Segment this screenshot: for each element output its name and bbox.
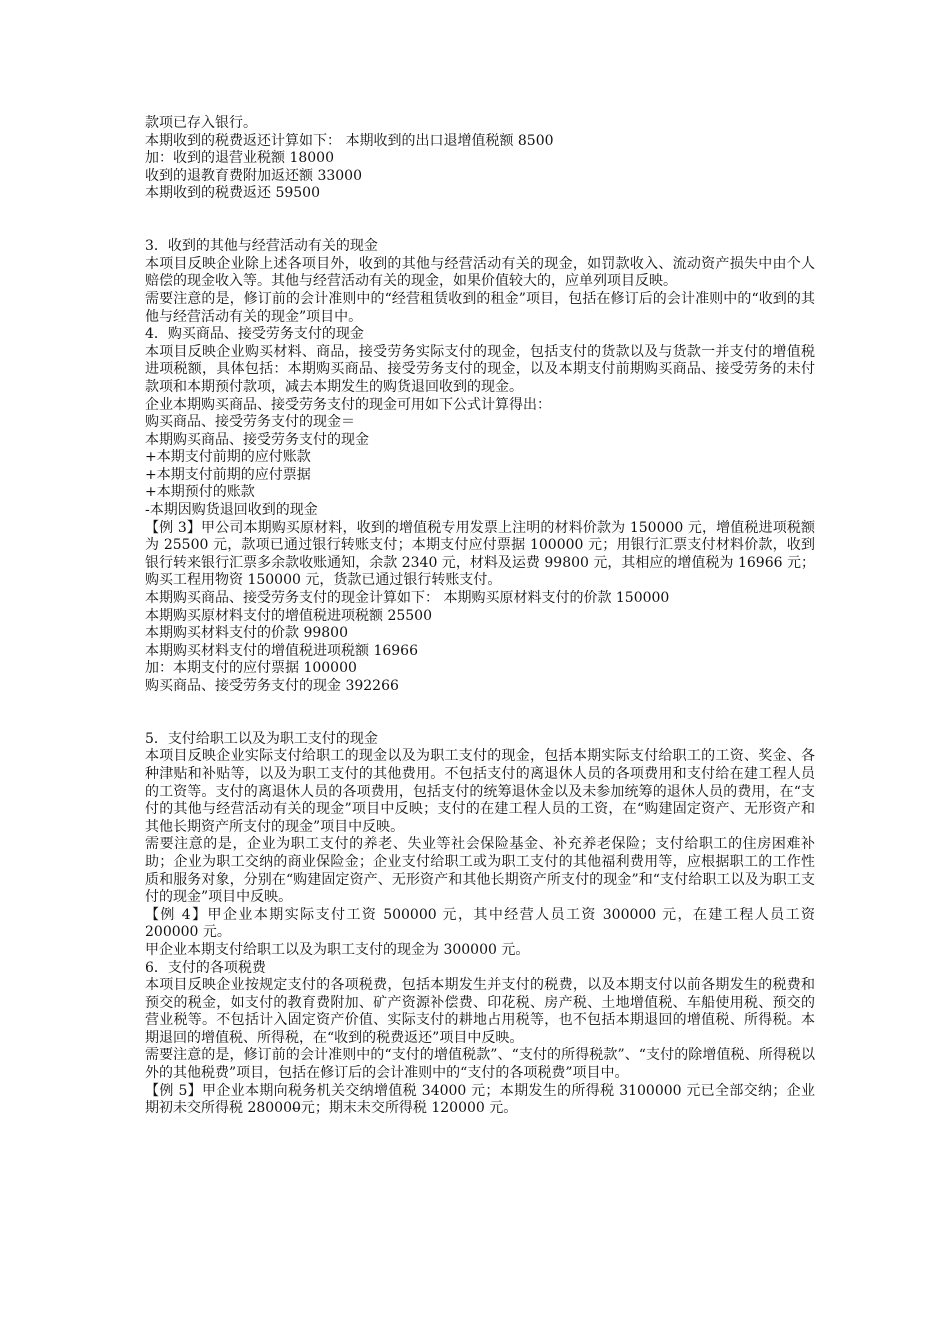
- formula-line: +本期支付前期的应付票据: [145, 466, 311, 483]
- section-4-formula-intro: 企业本期购买商品、接受劳务支付的现金可用如下公式计算得出：: [145, 396, 551, 413]
- section-6-heading: 6．支付的各项税费: [145, 959, 266, 976]
- formula-line: +本期支付前期的应付账款: [145, 449, 311, 466]
- spacer: [145, 696, 815, 731]
- formula-line: +本期预付的账款: [145, 484, 255, 501]
- section-3-heading: 3．收到的其他与经营活动有关的现金: [145, 238, 378, 255]
- section-3-paragraph-1: 本项目反映企业除上述各项目外，收到的其他与经营活动有关的现金，如罚款收入、流动资产损失中由个人赔偿的现金收入等。其他与经营活动有关的现金，如果价值较大的，应单列项目反映。: [145, 255, 815, 290]
- calc-line: 本期购买材料支付的增值税进项税额 16966: [145, 642, 418, 659]
- section-5-heading: 5．支付给职工以及为职工支付的现金: [145, 730, 378, 747]
- document-page: [145, 115, 815, 1118]
- formula-line: 本期购买商品、接受劳务支付的现金: [145, 431, 369, 448]
- section-6-paragraph-1: 本项目反映企业按规定支付的各项税费，包括本期发生并支付的税费，以及本期支付以前各期发生的税费和预交的税金，如支付的教育费附加、矿产资源补偿费、印花税、房产税、土地增值税、车船使用税、预交的营业税等。不包括计入固定资产价值、实际支付的耕地占用税等，也不包括本期退回的增值税、所得税。本期退回的增值税、所得税，在“收到的税费返还”项目中反映。: [145, 977, 815, 1046]
- example-5: 【例 5】甲企业本期向税务机关交纳增值税 34000 元；本期发生的所得税 3100000 元已全部交纳；企业期初未交所得税 280000̶元；期末未交所得税 120000 元。: [145, 1082, 815, 1117]
- refund-line-4: 收到的退教育费附加返还额 33000: [145, 167, 362, 184]
- calc-line: 本期购买商品、接受劳务支付的现金计算如下： 本期购买原材料支付的价款 150000: [145, 590, 670, 607]
- formula-line: -本期因购货退回收到的现金: [145, 502, 318, 519]
- section-4-heading: 4．购买商品、接受劳务支付的现金: [145, 326, 364, 343]
- refund-line-5: 本期收到的税费返还 59500: [145, 185, 320, 202]
- refund-line-2: 本期收到的税费返还计算如下： 本期收到的出口退增值税额 8500: [145, 132, 554, 149]
- calc-line: 本期购买原材料支付的增值税进项税额 25500: [145, 607, 432, 624]
- refund-line-1: 款项已存入银行。: [145, 115, 257, 131]
- example-3: 【例 3】甲公司本期购买原材料，收到的增值税专用发票上注明的材料价款为 150000 元，增值税进项税额为 25500 元，款项已通过银行转账支付；本期支付应付票据 100000 元；用银行汇票支付材料价款，收到银行转来银行汇票多余款收账通知，余款 2340 元，材料及运费 99800 元，其相应的增值税为 16966 元；购买工程用物资 150000 元，货款已通过银行转账支付。: [145, 519, 815, 589]
- section-5-paragraph-1: 本项目反映企业实际支付给职工的现金以及为职工支付的现金，包括本期实际支付给职工的工资、奖金、各种津贴和补贴等，以及为职工支付的其他费用。不包括支付的离退休人员的各项费用和支付给在建工程人员的工资等。支付的离退休人员的各项费用，包括支付的统筹退休金以及未参加统筹的退休人员的费用，在“支付的其他与经营活动有关的现金”项目中反映；支付的在建工程人员的工资，在“购建固定资产、无形资产和其他长期资产所支付的现金”项目中反映。: [145, 748, 815, 835]
- section-6-paragraph-2: 需要注意的是，修订前的会计准则中的“支付的增值税款”、“支付的所得税款”、“支付的除增值税、所得税以外的其他税费”项目，包括在修订后的会计准则中的“支付的各项税费”项目中。: [145, 1047, 815, 1082]
- section-5-paragraph-2: 需要注意的是，企业为职工支付的养老、失业等社会保险基金、补充养老保险；支付给职工的住房困难补助；企业为职工交纳的商业保险金；企业支付给职工或为职工支付的其他福利费用等，应根据职工的工作性质和服务对象，分别在“购建固定资产、无形资产和其他长期资产所支付的现金”和“支付给职工以及为职工支付的现金”项目中反映。: [145, 836, 815, 906]
- calc-line: 加：本期支付的应付票据 100000: [145, 660, 357, 677]
- refund-line-3: 加：收到的退营业税额 18000: [145, 150, 334, 167]
- formula-line: 购买商品、接受劳务支付的现金＝: [145, 414, 355, 431]
- spacer: [145, 203, 815, 238]
- calc-line: 购买商品、接受劳务支付的现金 392266: [145, 678, 399, 694]
- example-4: 【例 4】甲企业本期实际支付工资 500000 元，其中经营人员工资 300000 元，在建工程人员工资 200000 元。: [145, 906, 815, 941]
- section-4-paragraph-1: 本项目反映企业购买材料、商品，接受劳务实际支付的现金，包括支付的货款以及与货款一并支付的增值税进项税额，具体包括：本期购买商品、接受劳务支付的现金，以及本期支付前期购买商品、接受劳务的未付款项和本期预付款项，减去本期发生的购货退回收到的现金。: [145, 343, 815, 395]
- calc-line: 本期购买材料支付的价款 99800: [145, 625, 348, 642]
- section-5-result: 甲企业本期支付给职工以及为职工支付的现金为 300000 元。: [145, 941, 530, 958]
- section-3-paragraph-2: 需要注意的是，修订前的会计准则中的“经营租赁收到的租金”项目，包括在修订后的会计准则中的“收到的其他与经营活动有关的现金”项目中。: [145, 290, 815, 325]
